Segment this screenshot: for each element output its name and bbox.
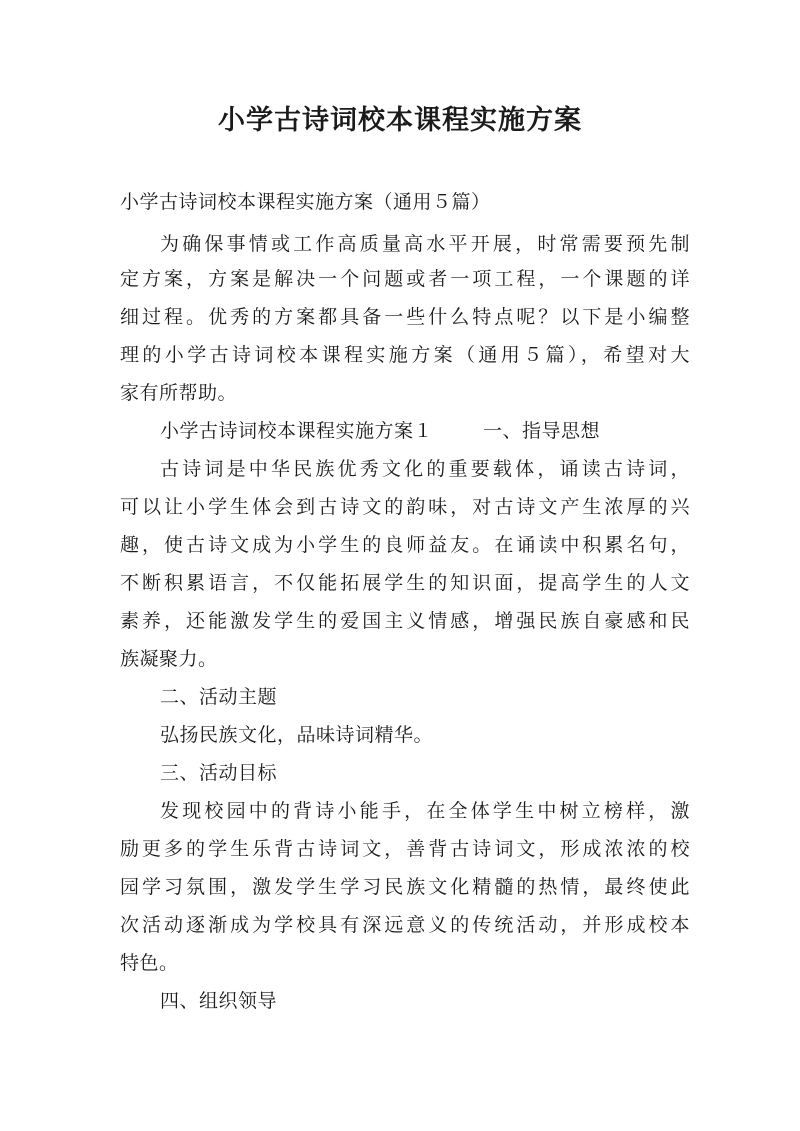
goals-line: 园学习氛围，激发学生学习民族文化精髓的热情，最终使此 — [120, 876, 690, 898]
plan-heading — [160, 419, 600, 443]
intro-line: 细过程。优秀的方案都具备一些什么特点呢？以下是小编整 — [120, 306, 690, 328]
theme-text: 弘扬民族文化，品味诗词精华。 — [160, 724, 434, 746]
section-heading: 二、活动主题 — [160, 686, 278, 708]
section-heading: 一、指导思想 — [483, 420, 601, 442]
plan-label: 小学古诗词校本课程实施方案１ — [160, 420, 434, 442]
goals-line: 发现校园中的背诗小能手，在全体学生中树立榜样，激 — [160, 800, 690, 822]
guiding-line: 趣，使古诗文成为小学生的良师益友。在诵读中积累名句， — [120, 534, 690, 556]
intro-line: 理的小学古诗词校本课程实施方案（通用５篇），希望对大 — [120, 344, 690, 366]
goals-line: 次活动逐渐成为学校具有深远意义的传统活动，并形成校本 — [120, 914, 690, 936]
guiding-line: 素养，还能激发学生的爱国主义情感，增强民族自豪感和民 — [120, 610, 690, 632]
document-title: 小学古诗词校本课程实施方案 — [218, 105, 582, 136]
goals-line: 励更多的学生乐背古诗词文，善背古诗词文，形成浓浓的校 — [120, 838, 690, 860]
intro-line: 定方案，方案是解决一个问题或者一项工程，一个课题的详 — [120, 268, 690, 290]
section-heading: 三、活动目标 — [160, 762, 278, 784]
guiding-line: 不断积累语言，不仅能拓展学生的知识面，提高学生的人文 — [120, 572, 690, 594]
intro-line: 家有所帮助。 — [120, 382, 238, 404]
document-subtitle: 小学古诗词校本课程实施方案（通用５篇） — [120, 191, 491, 213]
intro-line: 为确保事情或工作高质量高水平开展，时常需要预先制 — [160, 233, 690, 255]
guiding-line: 族凝聚力。 — [120, 648, 218, 670]
guiding-line: 可以让小学生体会到古诗文的韵味，对古诗文产生浓厚的兴 — [120, 496, 690, 518]
section-heading: 四、组织领导 — [160, 990, 278, 1012]
goals-line: 特色。 — [120, 952, 179, 974]
guiding-line: 古诗词是中华民族优秀文化的重要载体，诵读古诗词， — [160, 458, 690, 480]
